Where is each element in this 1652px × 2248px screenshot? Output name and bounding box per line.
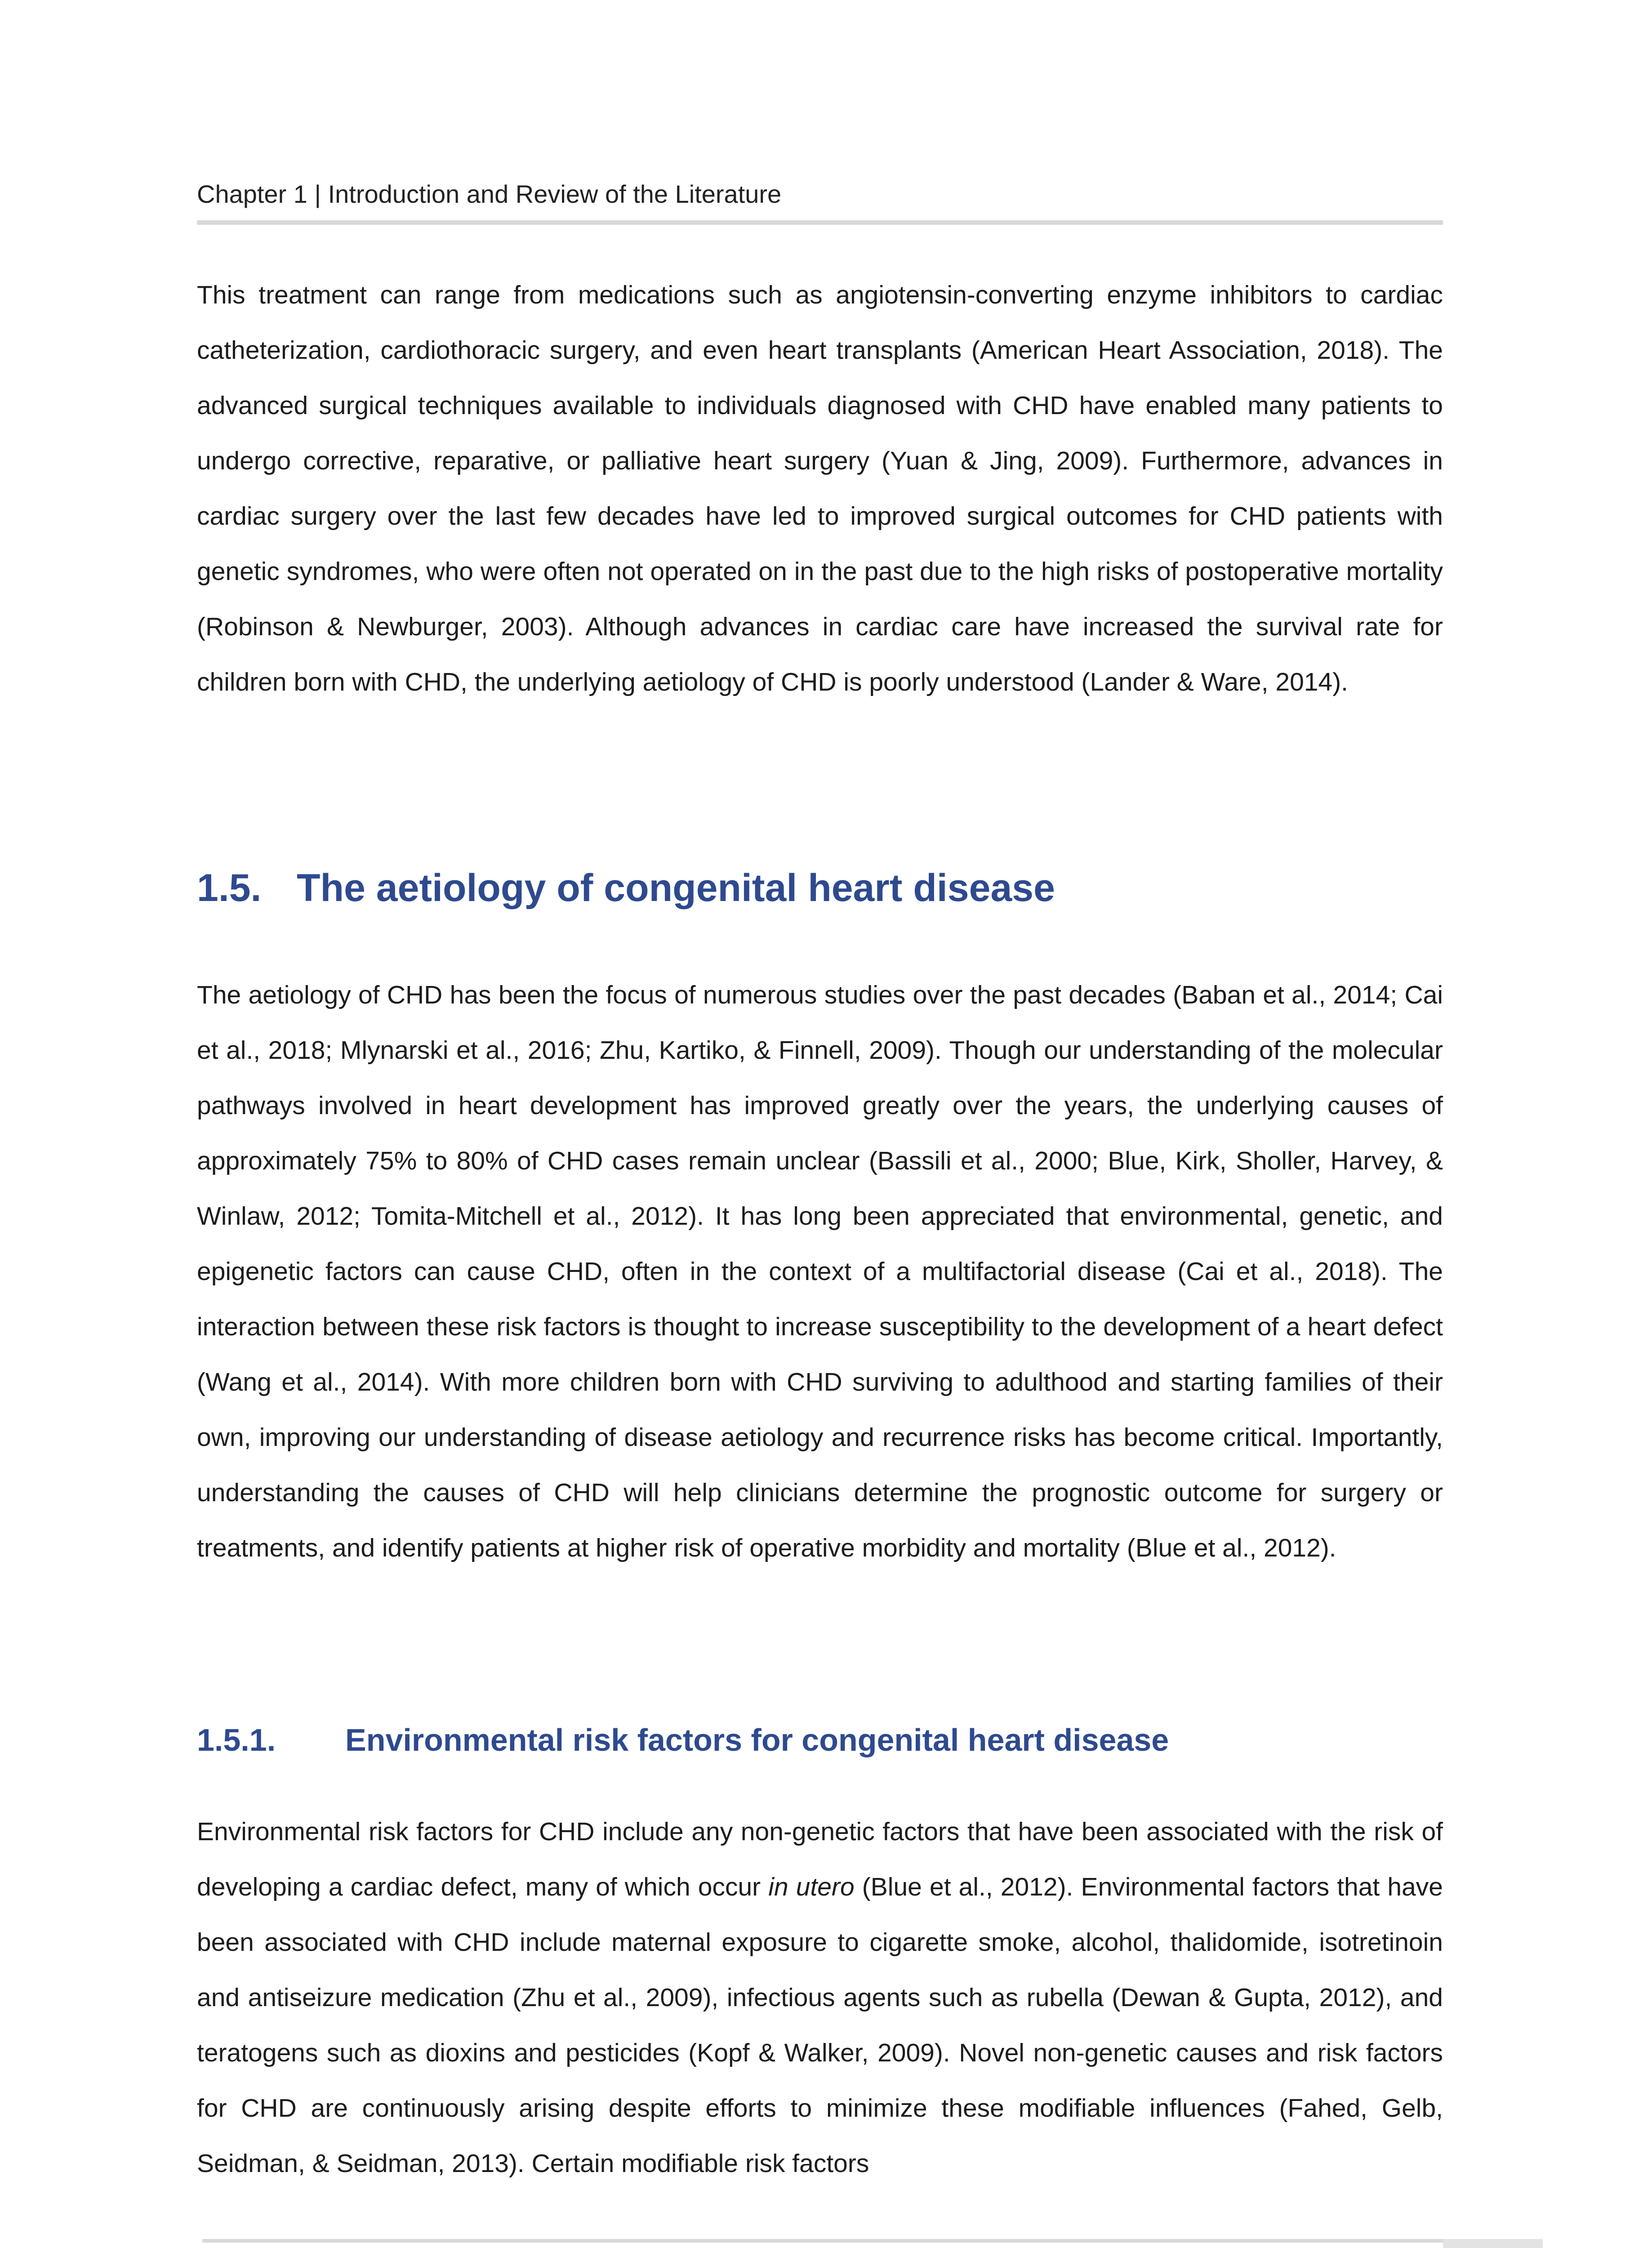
paragraph-3-text-end: (Blue et al., 2012). Environmental factors that have been associated with CHD include maternal exposure to cigarette smoke, alcohol, thalidomide, isotretinoin and antiseizure medication (Zhu et al., 2009), infectious agents such as rubella (Dewan & Gupta, 2012), and teratogens such as dioxins and pesticides (Kopf & Walker, 2009). Novel non-genetic causes and risk factors for CHD are continuously arising despite efforts to minimize these modifiable influences (Fahed, Gelb, Seidman, & Seidman, 2013). Certain modifiable risk factors	[197, 1873, 1443, 2178]
paragraph-3-italic-term: in utero	[768, 1873, 855, 1901]
footer-author-line	[1046, 2244, 1418, 2248]
running-header: Chapter 1 | Introduction and Review of the Literature	[197, 180, 782, 208]
section-heading-1-5	[197, 863, 1055, 913]
paragraph-3-text-start: Environmental risk factors for CHD include any non-genetic factors that have been associated with the risk of developing a cardiac defect, many of which occur	[197, 1817, 1443, 1901]
footer-rule	[202, 2239, 1443, 2243]
section-number: 1.5.	[197, 866, 262, 910]
page-number	[1443, 2239, 1543, 2248]
body-paragraph-3	[197, 1804, 1443, 2191]
section-heading-1-5-1	[197, 1717, 1169, 1762]
section-title: The aetiology of congenital heart disease	[297, 866, 1055, 910]
header-rule	[197, 220, 1443, 225]
subsection-title: Environmental risk factors for congenital heart disease	[345, 1722, 1169, 1757]
body-paragraph-1: This treatment can range from medications such as angiotensin-converting enzyme inhibitors to cardiac catheterization, cardiothoracic surgery, and even heart transplants (American Heart Association, 2018). The advanced surgical techniques available to individuals diagnosed with CHD have enabled many patients to undergo corrective, reparative, or palliative heart surgery (Yuan & Jing, 2009). Furthermore, advances in cardiac surgery over the last few decades have led to improved surgical outcomes for CHD patients with genetic syndromes, who were often not operated on in the past due to the high risks of postoperative mortality (Robinson & Newburger, 2003). Although advances in cardiac care have increased the survival rate for children born with CHD, the underlying aetiology of CHD is poorly understood (Lander & Ware, 2014).	[197, 281, 1443, 696]
body-paragraph-2: The aetiology of CHD has been the focus of numerous studies over the past decades (Baban et al., 2014; Cai et al., 2018; Mlynarski et al., 2016; Zhu, Kartiko, & Finnell, 2009). Though our understanding of the molecular pathways involved in heart development has improved greatly over the years, the underlying causes of approximately 75% to 80% of CHD cases remain unclear (Bassili et al., 2000; Blue, Kirk, Sholler, Harvey, & Winlaw, 2012; Tomita-Mitchell et al., 2012). It has long been appreciated that environmental, genetic, and epigenetic factors can cause CHD, often in the context of a multifactorial disease (Cai et al., 2018). The interaction between these risk factors is thought to increase susceptibility to the development of a heart defect (Wang et al., 2014). With more children born with CHD surviving to adulthood and starting families of their own, improving our understanding of disease aetiology and recurrence risks has become critical. Importantly, understanding the causes of CHD will help clinicians determine the prognostic outcome for surgery or treatments, and identify patients at higher risk of operative morbidity and mortality (Blue et al., 2012).	[197, 981, 1443, 1562]
subsection-number: 1.5.1.	[197, 1722, 276, 1757]
